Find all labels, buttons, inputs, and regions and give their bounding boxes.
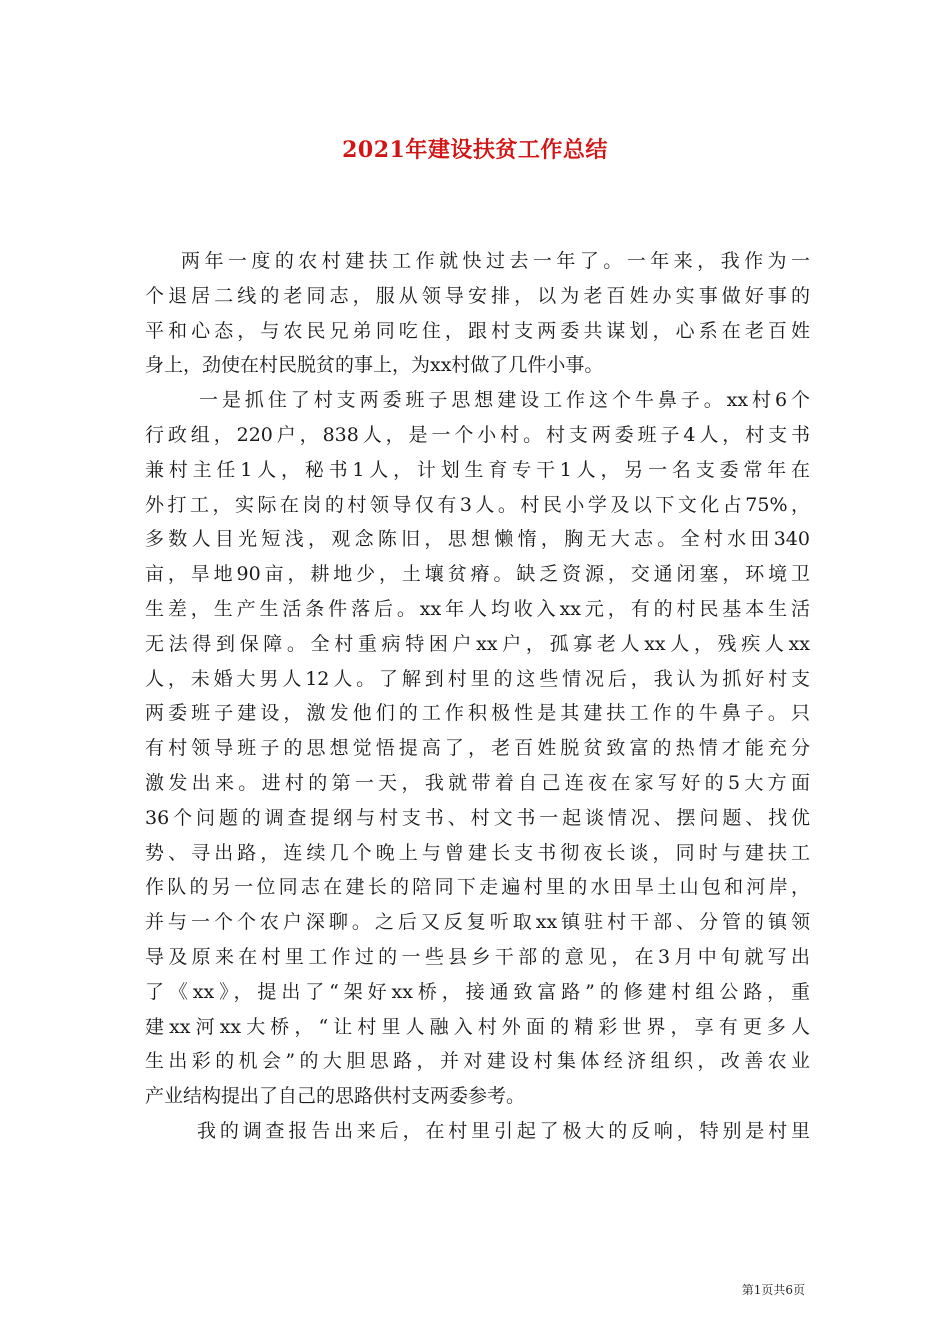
body-line: 外打工，实际在岗的村领导仅有3人。村民小学及以下文化占75%， bbox=[145, 493, 810, 516]
body-line: 产业结构提出了自己的思路供村支两委参考。 bbox=[145, 1085, 526, 1108]
document-title: 2021年建设扶贫工作总结 bbox=[342, 137, 608, 163]
body-line: 两委班子建设，激发他们的工作积极性是其建扶工作的牛鼻子。只 bbox=[145, 702, 810, 725]
body-line: 了《xx》，提出了“架好xx桥，接通致富路”的修建村组公路，重 bbox=[145, 980, 810, 1003]
document-body bbox=[145, 244, 810, 1149]
body-line: 建xx河xx大桥，“让村里人融入村外面的精彩世界，享有更多人 bbox=[145, 1015, 810, 1038]
page-number: 第1页共6页 bbox=[741, 1283, 805, 1297]
body-line: 身上，劲使在村民脱贫的事上，为xx村做了几件小事。 bbox=[145, 354, 604, 377]
body-line: 两年一度的农村建扶工作就快过去一年了。一年来，我作为一 bbox=[181, 250, 810, 272]
body-line: 我的调查报告出来后，在村里引起了极大的反响，特别是村里 bbox=[197, 1119, 810, 1142]
body-line: 多数人目光短浅，观念陈旧，思想懒惰，胸无大志。全村水田340 bbox=[145, 528, 810, 551]
body-line: 亩，旱地90亩，耕地少，土壤贫瘠。缺乏资源，交通闭塞，环境卫 bbox=[145, 563, 810, 586]
body-line: 势、寻出路，连续几个晚上与曾建长支书彻夜长谈，同时与建扶工 bbox=[145, 841, 810, 864]
body-line: 激发出来。进村的第一天，我就带着自己连夜在家写好的5大方面 bbox=[145, 771, 810, 794]
body-line: 作队的另一位同志在建长的陪同下走遍村里的水田旱土山包和河岸， bbox=[145, 876, 810, 899]
body-line: 导及原来在村里工作过的一些县乡干部的意见，在3月中旬就写出 bbox=[145, 945, 810, 968]
body-line: 人，未婚大男人12人。了解到村里的这些情况后，我认为抓好村支 bbox=[145, 667, 810, 690]
body-line: 兼村主任1人，秘书1人，计划生育专干1人，另一名支委常年在 bbox=[145, 458, 810, 481]
body-line: 生差，生产生活条件落后。xx年人均收入xx元，有的村民基本生活 bbox=[145, 597, 810, 620]
body-line: 一是抓住了村支两委班子思想建设工作这个牛鼻子。xx村6个 bbox=[199, 389, 810, 412]
body-line: 36个问题的调查提纲与村支书、村文书一起谈情况、摆问题、找优 bbox=[145, 806, 810, 829]
body-line: 有村领导班子的思想觉悟提高了，老百姓脱贫致富的热情才能充分 bbox=[145, 737, 810, 760]
body-line: 生出彩的机会”的大胆思路，并对建设村集体经济组织，改善农业 bbox=[145, 1050, 810, 1073]
body-line: 并与一个个农户深聊。之后又反复听取xx镇驻村干部、分管的镇领 bbox=[145, 911, 810, 934]
body-line: 行政组，220户，838人，是一个小村。村支两委班子4人，村支书 bbox=[145, 423, 810, 446]
body-line: 个退居二线的老同志，服从领导安排，以为老百姓办实事做好事的 bbox=[145, 284, 810, 307]
body-line: 无法得到保障。全村重病特困户xx户，孤寡老人xx人，残疾人xx bbox=[145, 632, 810, 655]
body-line: 平和心态，与农民兄弟同吃住，跟村支两委共谋划，心系在老百姓 bbox=[145, 319, 810, 342]
